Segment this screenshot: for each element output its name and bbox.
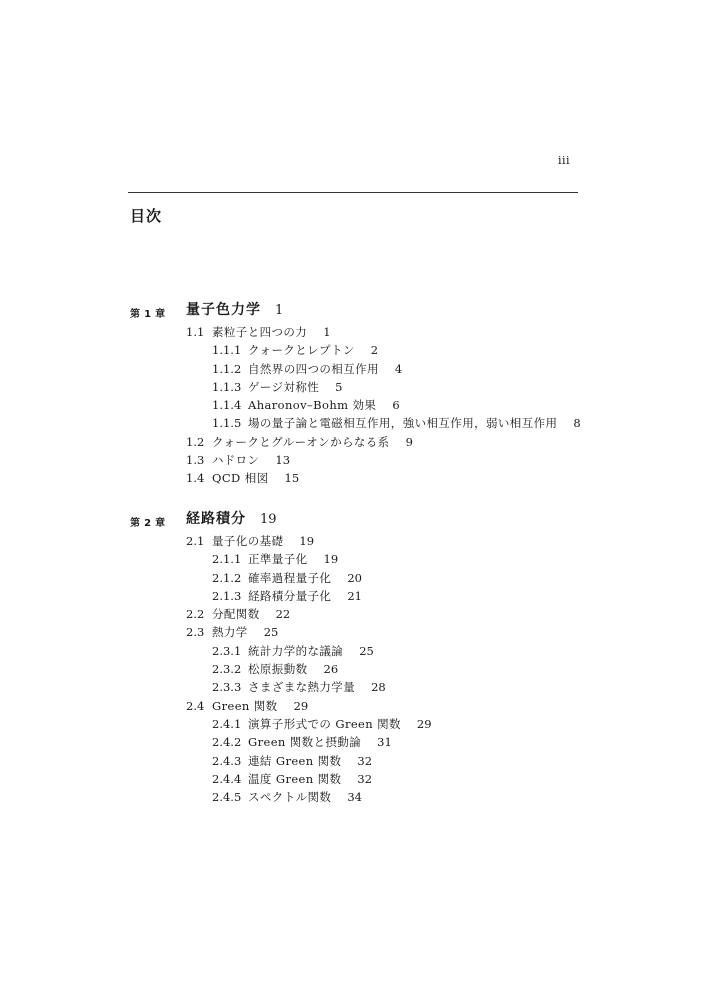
entry-page-number: 2 bbox=[370, 343, 379, 358]
entry-page-number: 4 bbox=[394, 361, 403, 376]
entry-title: Green 関数と摂動論 bbox=[248, 735, 362, 750]
toc-subsection-entry bbox=[130, 414, 580, 432]
toc-title: 目次 bbox=[130, 207, 163, 225]
toc-subsection-entry bbox=[130, 715, 580, 733]
page-number: iii bbox=[557, 154, 570, 167]
entry-title: 温度 Green 関数 bbox=[248, 771, 342, 786]
entry-page-number: 5 bbox=[335, 379, 343, 394]
entry-title: 確率過程量子化 bbox=[248, 570, 332, 585]
chapter-label: 第 1 章 bbox=[130, 309, 166, 320]
entry-number: 1.4 bbox=[186, 471, 205, 486]
entry-number: 2.3.3 bbox=[212, 680, 242, 695]
entry-number: 1.1.1 bbox=[212, 343, 242, 358]
entry-page-number: 29 bbox=[293, 698, 309, 713]
entry-page-number: 22 bbox=[275, 607, 291, 622]
chapter-title-text: 量子色力学 bbox=[186, 302, 261, 318]
toc-subsection-entry bbox=[130, 642, 580, 660]
chapter-entries bbox=[130, 532, 580, 806]
entry-page-number: 20 bbox=[347, 570, 362, 585]
entry-page-number: 1 bbox=[323, 325, 331, 339]
entry-title: 演算子形式での Green 関数 bbox=[248, 716, 401, 731]
entry-title: 正準量子化 bbox=[248, 552, 308, 567]
chapter-heading bbox=[130, 508, 580, 532]
toc-section-entry bbox=[130, 532, 580, 550]
toc-subsection-entry bbox=[130, 770, 580, 788]
entry-number: 2.3.1 bbox=[212, 643, 242, 658]
entry-title: 連結 Green 関数 bbox=[248, 753, 342, 768]
entry-title: ゲージ対称性 bbox=[248, 379, 320, 394]
toc-subsection-entry bbox=[130, 660, 580, 678]
entry-number: 1.1 bbox=[186, 325, 205, 339]
entry-page-number: 8 bbox=[573, 416, 581, 431]
toc-section-entry bbox=[130, 451, 580, 469]
entry-title: ハドロン bbox=[212, 453, 260, 468]
entry-page-number: 28 bbox=[371, 680, 386, 695]
entry-page-number: 9 bbox=[405, 434, 413, 449]
entry-page-number: 32 bbox=[357, 753, 373, 768]
toc-subsection-entry bbox=[130, 360, 580, 378]
entry-title: 統計力学的な議論 bbox=[248, 643, 344, 658]
entry-number: 2.1.2 bbox=[212, 570, 242, 585]
toc-subsection-entry bbox=[130, 788, 580, 806]
chapter-heading bbox=[130, 299, 580, 323]
entry-number: 1.1.3 bbox=[212, 379, 242, 394]
entry-number: 2.2 bbox=[186, 607, 205, 622]
entry-title: QCD 相図 bbox=[212, 471, 269, 486]
chapter-title-text: 経路積分 bbox=[186, 511, 246, 527]
entry-title: クォークとグルーオンからなる系 bbox=[212, 434, 390, 449]
entry-title: 分配関数 bbox=[212, 607, 260, 622]
chapter-label: 第 2 章 bbox=[130, 518, 166, 529]
entry-number: 2.4.5 bbox=[212, 790, 242, 805]
entry-title: 量子化の基礎 bbox=[212, 534, 284, 548]
toc-subsection-entry bbox=[130, 396, 580, 414]
entry-page-number: 21 bbox=[347, 588, 362, 603]
toc-section-entry bbox=[130, 469, 580, 487]
entry-number: 1.1.2 bbox=[212, 361, 242, 376]
entry-title: 素粒子と四つの力 bbox=[212, 325, 308, 339]
entry-page-number: 13 bbox=[275, 453, 291, 468]
entry-number: 2.4.2 bbox=[212, 735, 242, 750]
entry-number: 2.3 bbox=[186, 625, 205, 640]
toc-subsection-entry bbox=[130, 341, 580, 359]
chapter-entries bbox=[130, 323, 580, 488]
entry-page-number: 6 bbox=[392, 398, 400, 413]
entry-page-number: 34 bbox=[347, 790, 362, 805]
entry-page-number: 15 bbox=[284, 471, 300, 486]
entry-page-number: 19 bbox=[299, 534, 315, 548]
entry-page-number: 25 bbox=[359, 643, 374, 658]
entry-title: 経路積分量子化 bbox=[248, 588, 332, 603]
toc-section-entry bbox=[130, 697, 580, 715]
chapter-title bbox=[186, 508, 277, 528]
entry-number: 2.1 bbox=[186, 534, 205, 548]
entry-title: Aharonov–Bohm 効果 bbox=[248, 398, 377, 413]
toc-subsection-entry bbox=[130, 733, 580, 751]
entry-title: さまざまな熱力学量 bbox=[248, 680, 356, 695]
entry-title: 松原振動数 bbox=[248, 662, 308, 677]
entry-page-number: 25 bbox=[263, 625, 279, 640]
toc-subsection-entry bbox=[130, 587, 580, 605]
entry-number: 2.4.3 bbox=[212, 753, 242, 768]
entry-title: 場の量子論と電磁相互作用，強い相互作用，弱い相互作用 bbox=[248, 416, 558, 431]
entry-number: 1.3 bbox=[186, 453, 205, 468]
entry-title: クォークとレプトン bbox=[248, 343, 355, 358]
entry-number: 1.2 bbox=[186, 434, 205, 449]
entry-number: 2.4.1 bbox=[212, 716, 242, 731]
entry-number: 2.4 bbox=[186, 698, 205, 713]
entry-page-number: 31 bbox=[377, 735, 392, 750]
entry-title: 熱力学 bbox=[212, 625, 248, 640]
entry-title: スペクトル関数 bbox=[248, 790, 332, 805]
toc-subsection-entry bbox=[130, 378, 580, 396]
entry-title: 自然界の四つの相互作用 bbox=[248, 361, 379, 376]
chapter-2 bbox=[130, 508, 580, 806]
chapter-title bbox=[186, 299, 283, 319]
entry-page-number: 29 bbox=[416, 716, 432, 731]
toc-section-entry bbox=[130, 623, 580, 641]
entry-number: 1.1.5 bbox=[212, 416, 242, 431]
chapter-page-number: 19 bbox=[260, 512, 277, 527]
entry-number: 2.4.4 bbox=[212, 771, 242, 786]
toc-section-entry bbox=[130, 605, 580, 623]
entry-title: Green 関数 bbox=[212, 698, 278, 713]
chapter-page-number: 1 bbox=[275, 303, 284, 318]
entry-page-number: 32 bbox=[357, 771, 373, 786]
entry-number: 2.3.2 bbox=[212, 662, 242, 677]
toc-section-entry bbox=[130, 323, 580, 341]
toc-subsection-entry bbox=[130, 752, 580, 770]
toc-section-entry bbox=[130, 433, 580, 451]
entry-page-number: 26 bbox=[323, 662, 339, 677]
entry-number: 2.1.3 bbox=[212, 588, 242, 603]
toc-subsection-entry bbox=[130, 678, 580, 696]
entry-page-number: 19 bbox=[323, 552, 339, 567]
header-rule bbox=[128, 192, 578, 193]
entry-number: 2.1.1 bbox=[212, 552, 242, 567]
toc-subsection-entry bbox=[130, 550, 580, 568]
entry-number: 1.1.4 bbox=[212, 398, 242, 413]
toc-subsection-entry bbox=[130, 569, 580, 587]
chapter-1 bbox=[130, 299, 580, 488]
